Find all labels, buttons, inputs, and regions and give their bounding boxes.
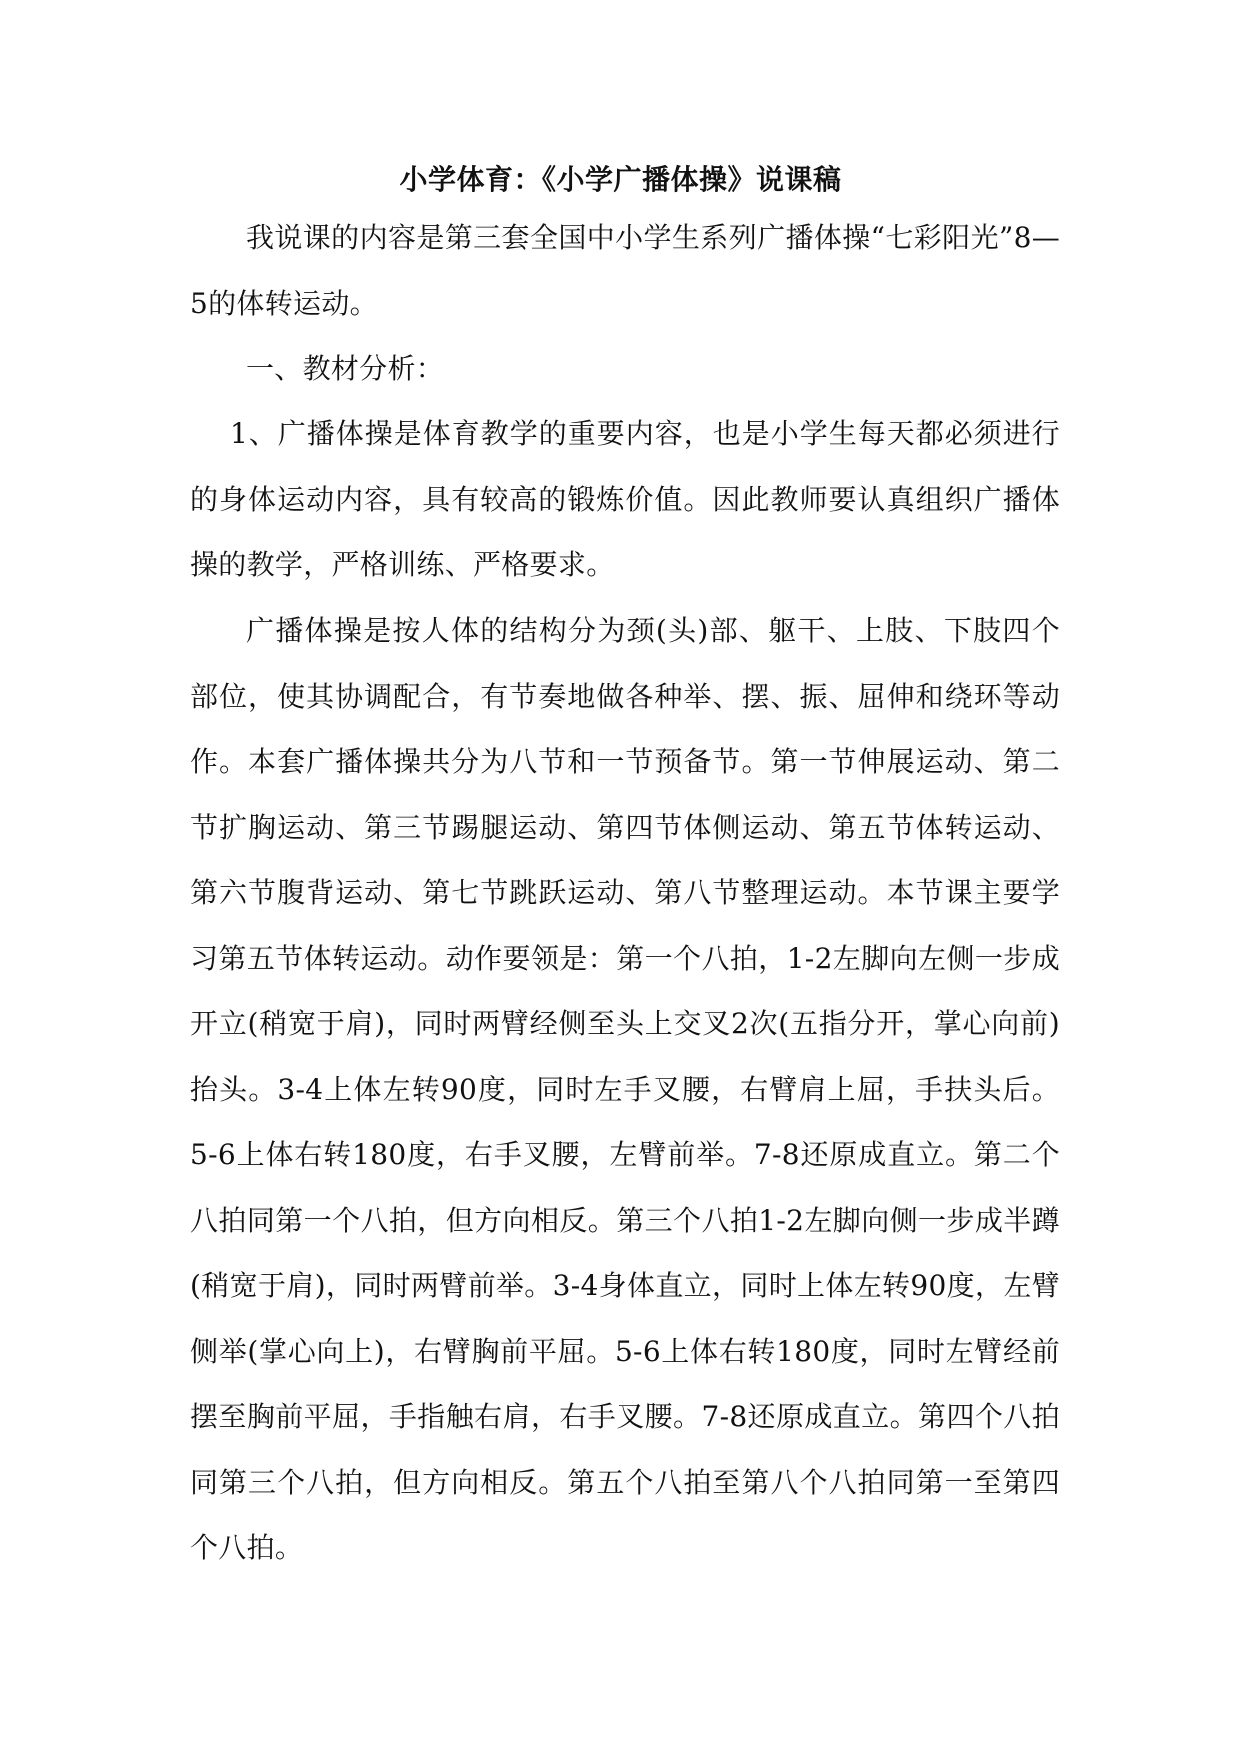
paragraph-intro: 我说课的内容是第三套全国中小学生系列广播体操“七彩阳光”8—5的体转运动。 <box>190 221 1060 320</box>
document-title: 小学体育：《小学广播体操》说课稿 <box>399 163 842 196</box>
paragraph-exercise-description: 广播体操是按人体的结构分为颈(头)部、躯干、上肢、下肢四个部位，使其协调配合，有节奏地做各种举、摆、振、屈伸和绕环等动作。本套广播体操共分为八节和一节预备节。第一节伸展运动、第二节扩胸运动、第三节踢腿运动、第四节体侧运动、第五节体转运动、第六节腹背运动、第七节跳跃运动、第八节整理运动。本节课主要学习第五节体转运动。动作要领是：第一个八拍，1-2左脚向左侧一步成开立(稍宽于肩)，同时两臂经侧至头上交叉2次(五指分开，掌心向前)抬头。3-4上体左转90度，同时左手叉腰，右臂肩上屈，手扶头后。5-6上体右转180度，右手叉腰，左臂前举。7-8还原成直立。第二个八拍同第一个八拍，但方向相反。第三个八拍1-2左脚向侧一步成半蹲(稍宽于肩)，同时两臂前举。3-4身体直立，同时上体左转90度，左臂侧举(掌心向上)，右臂胸前平屈。5-6上体右转180度，同时左臂经前摆至胸前平屈，手指触右肩，右手叉腰。7-8还原成直立。第四个八拍同第三个八拍，但方向相反。第五个八拍至第八个八拍同第一至第四个八拍。 <box>190 614 1060 1564</box>
section-heading-material-analysis: 一、教材分析： <box>246 352 445 385</box>
paragraph-item-1: 1、广播体操是体育教学的重要内容，也是小学生每天都必须进行的身体运动内容，具有较高的锻炼价值。因此教师要认真组织广播体操的教学，严格训练、严格要求。 <box>190 417 1060 581</box>
